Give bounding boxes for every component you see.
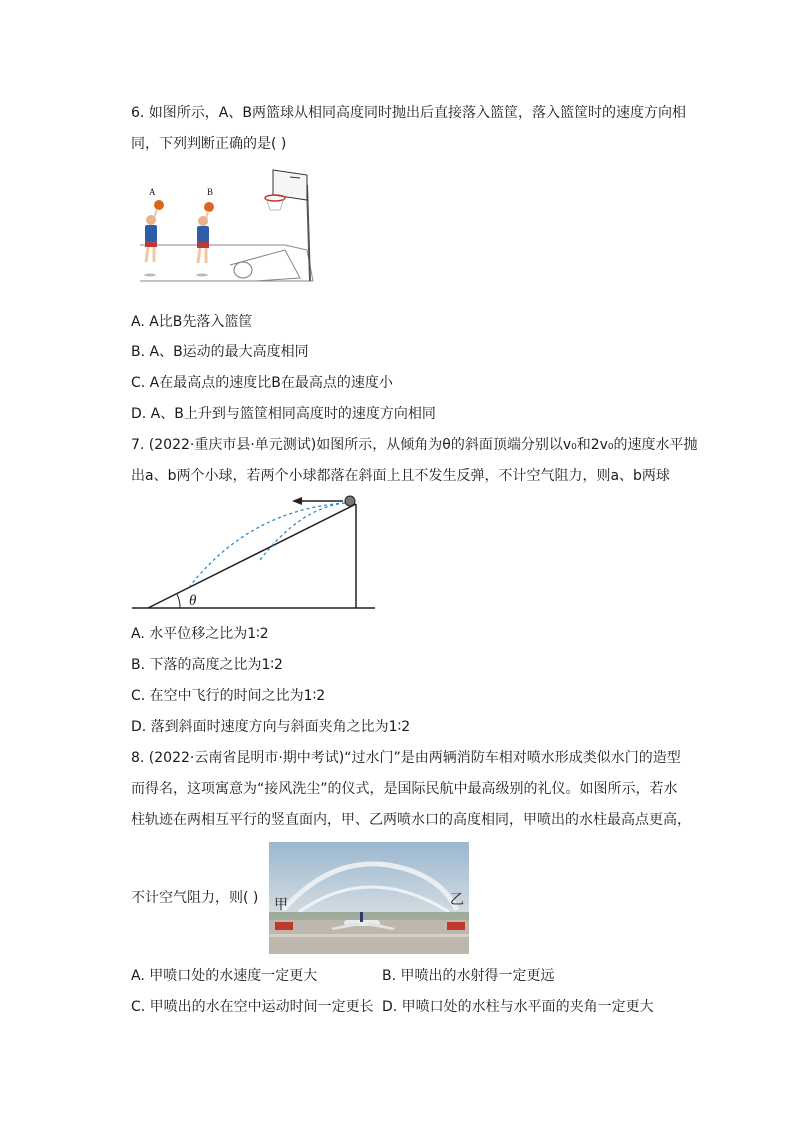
q8-stem-line3: 柱轨迹在两相互平行的竖直面内，甲、乙两喷水口的高度相同，甲喷出的水柱最高点更高， <box>131 812 691 828</box>
angle-theta-label: θ <box>189 593 197 609</box>
q7-option-c: C. 在空中飞行的时间之比为1∶2 <box>131 688 326 704</box>
label-b: B <box>207 187 214 197</box>
q6-option-d: D. A、B上升到与篮筐相同高度时的速度方向相同 <box>131 406 436 422</box>
q6-option-c: C. A在最高点的速度比B在最高点的速度小 <box>131 375 393 391</box>
label-a: A <box>149 187 156 197</box>
q7-stem-line1: 7. (2022·重庆市县·单元测试)如图所示，从倾角为θ的斜面顶端分别以v₀和2v₀的速度水平抛 <box>131 437 698 453</box>
player-b <box>196 187 214 277</box>
player-a <box>144 187 164 277</box>
q8-stem-line1: 8. (2022·云南省昆明市·期中考试)“过水门”是由两辆消防车相对喷水形成类似水门的造型 <box>131 750 681 766</box>
q8-option-b: B. 甲喷出的水射得一定更远 <box>382 968 555 984</box>
q7-option-d: D. 落到斜面时速度方向与斜面夹角之比为1∶2 <box>131 719 411 735</box>
q8-stem-line2: 而得名，这项寓意为“接风洗尘”的仪式，是国际民航中最高级别的礼仪。如图所示，若水 <box>131 781 678 797</box>
q6-basketball-figure <box>135 165 315 285</box>
q6-stem-line1: 6. 如图所示，A、B两篮球从相同高度同时抛出后直接落入篮筐，落入篮筐时的速度方向相 <box>131 105 686 121</box>
label-jia: 甲 <box>274 897 288 913</box>
q8-option-c: C. 甲喷出的水在空中运动时间一定更长 <box>131 999 374 1015</box>
label-yi: 乙 <box>450 892 464 908</box>
q6-stem-line2: 同，下列判断正确的是( ) <box>131 136 287 152</box>
q7-option-a: A. 水平位移之比为1∶2 <box>131 626 269 642</box>
q8-stem-line4: 不计空气阻力，则( ) <box>131 890 259 906</box>
q6-option-a: A. A比B先落入篮筐 <box>131 314 253 330</box>
q7-incline-figure <box>130 490 380 615</box>
q8-option-d: D. 甲喷口处的水柱与水平面的夹角一定更大 <box>382 999 654 1015</box>
water-salute-photo <box>269 842 469 954</box>
q6-option-b: B. A、B运动的最大高度相同 <box>131 344 309 360</box>
q7-stem-line2: 出a、b两个小球，若两个小球都落在斜面上且不发生反弹，不计空气阻力，则a、b两球 <box>131 468 670 484</box>
q8-option-a: A. 甲喷口处的水速度一定更大 <box>131 968 318 984</box>
q7-option-b: B. 下落的高度之比为1∶2 <box>131 657 283 673</box>
